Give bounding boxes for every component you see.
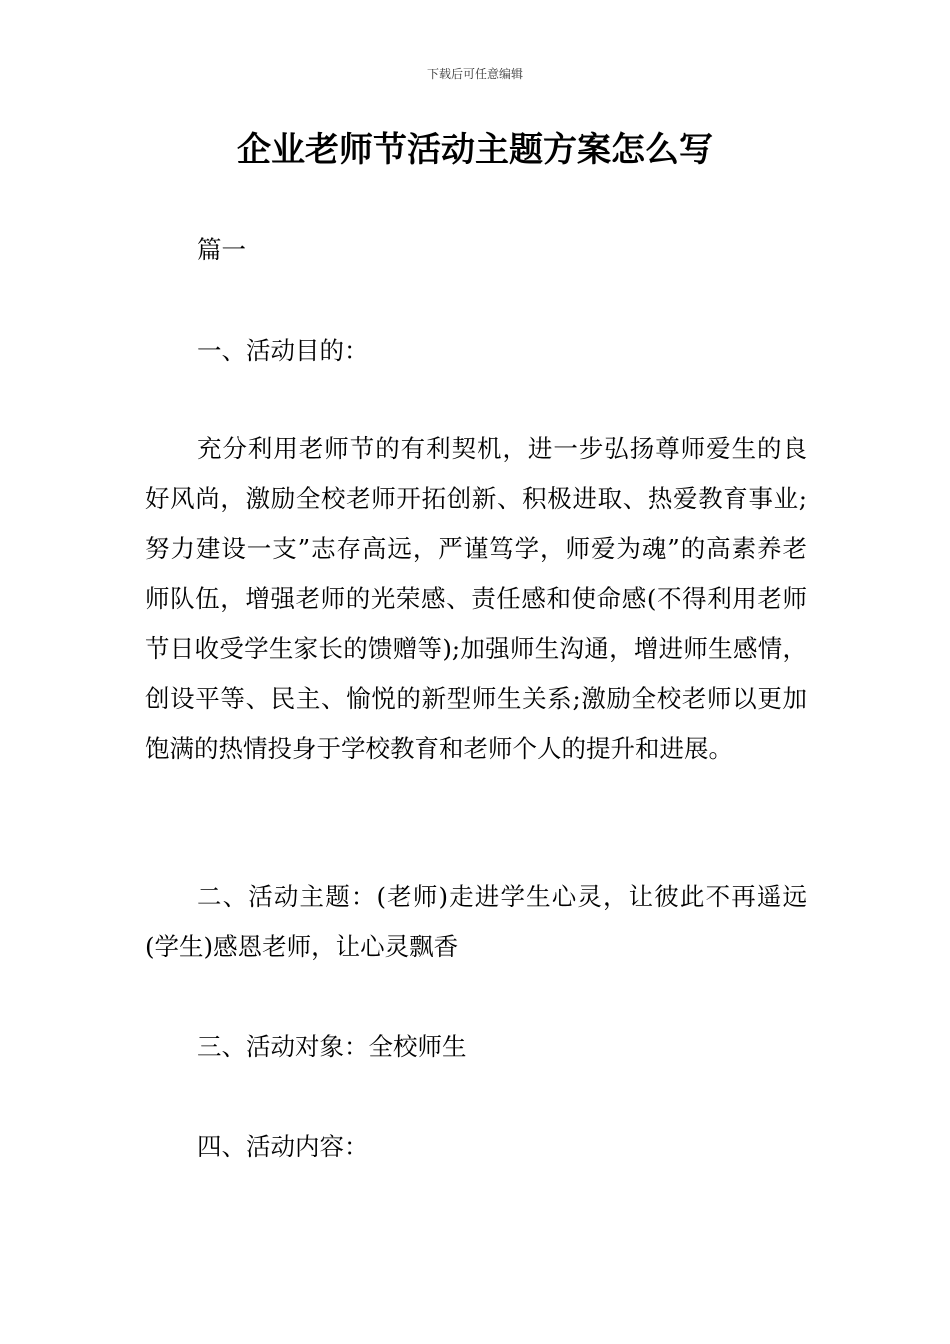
document-title: 企业老师节活动主题方案怎么写 bbox=[237, 130, 713, 170]
content-heading: 四、活动内容： bbox=[197, 1132, 369, 1161]
download-note: 下载后可任意编辑 bbox=[426, 67, 523, 81]
goal-body-paragraph: 充分利用老师节的有利契机，进一步弘扬尊师爱生的良好风尚，激励全校老师开拓创新、积极进取、热爱教育事业;努力建设一支”志存高远，严谨笃学，师爱为魂”的高素养老师队伍，增强老师的光荣感、责任感和使命感(不得利用老师节日收受学生家长的馈赠等);加强师生沟通，增进师生感情，创设平等、民主、愉悦的新型师生关系;激励全校老师以更加饱满的热情投身于学校教育和老师个人的提升和进展。 bbox=[145, 434, 807, 763]
section-label: 篇一 bbox=[197, 235, 246, 264]
theme-paragraph: 二、活动主题：(老师)走进学生心灵，让彼此不再遥远(学生)感恩老师，让心灵飘香 bbox=[145, 882, 807, 961]
target-paragraph: 三、活动对象：全校师生 bbox=[197, 1032, 467, 1061]
goal-heading: 一、活动目的： bbox=[197, 336, 369, 365]
